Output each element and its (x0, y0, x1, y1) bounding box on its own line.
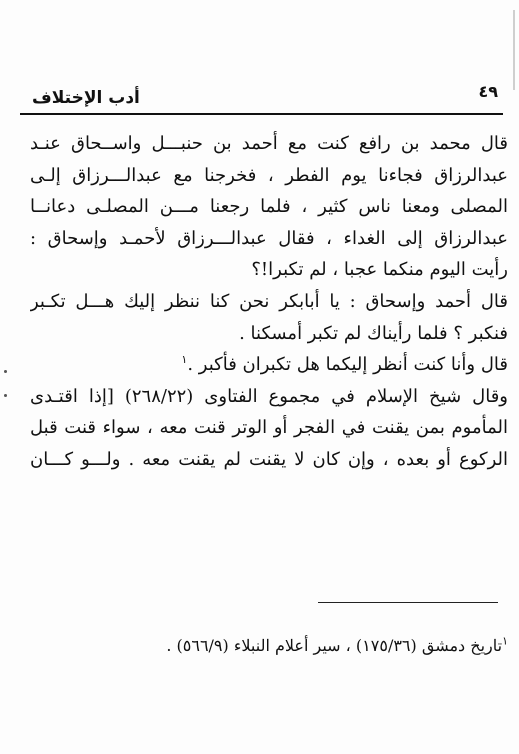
text-line-content: قال وأنا كنت أنظر إليكما هل تكبران فأكبر . (187, 354, 508, 376)
text-line: قال محمد بن رافع كنت مع أحمد بن حنبـــل واســحاق عنـد (30, 133, 508, 154)
footnote-marker: ١ (502, 634, 508, 648)
page-number: ٤٩ (478, 82, 498, 101)
text-line: الركوع أو بعده ، وإن كان لا يقنت لم يقنت معه . ولـــو كـــان (30, 448, 508, 470)
margin-dot (4, 394, 7, 397)
text-line: وقال شيخ الإسلام في مجموع الفتاوى (٢٦٨/٢٢) [إذا اقتـدى (30, 385, 508, 407)
page-header (20, 82, 508, 112)
text-line: فنكبر ؟ فلما رأيناك لم تكبر أمسكنا . (239, 322, 508, 344)
text-line: المصلى ومعنا ناس كثير ، فلما رجعنا مـــن المصلـى دعانــا (30, 196, 508, 218)
footnote-reference: ١ (181, 353, 188, 367)
text-line: عبدالرزاق إلى الغداء ، فقال عبدالـــرزاق لأحمـد وإسحاق : (30, 227, 508, 249)
footnote (120, 636, 508, 655)
running-title: أدب الإختلاف (32, 88, 140, 108)
main-text (30, 128, 508, 476)
text-line: قال أحمد وإسحاق : يا أبابكر نحن كنا ننظر إليك هـــل تكـبر (30, 290, 508, 312)
margin-dot (4, 370, 7, 373)
text-line-with-footnote (30, 349, 508, 381)
footnote-rule (318, 602, 498, 603)
text-line: عبدالرزاق فجاءنا يوم الفطر ، فخرجنا مع عبدالـــرزاق إلـى (30, 164, 508, 186)
text-line: المأموم بمن يقنت في الفجر أو الوتر قنت معه ، سواء قنت قبل (30, 417, 508, 439)
page-edge-shadow (513, 10, 515, 90)
footnote-text: تاريخ دمشق (١٧٥/٣٦) ، سير أعلام النبلاء (٥٦٦/٩) . (166, 636, 503, 655)
text-line: رأيت اليوم منكما عجبا ، لم تكبرا!؟ (251, 259, 508, 281)
header-rule (20, 113, 503, 115)
